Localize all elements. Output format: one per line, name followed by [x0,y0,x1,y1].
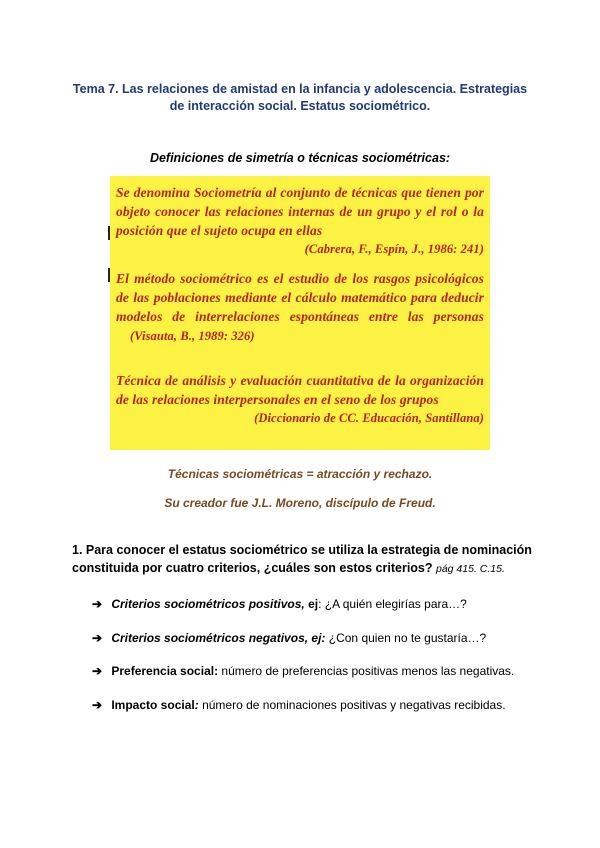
question-text: 1. Para conocer el estatus sociométrico se utiliza la estrategia de nominación constituida por cuatro criterios, ¿cuáles son estos criterios? [72,543,532,575]
question-1 [72,541,542,578]
definition-quote-2 [116,269,484,346]
arrow-right-icon: ➔ [92,631,103,645]
criterion-description: ¿A quién elegirías para…? [324,597,467,611]
criterion-item [92,664,514,678]
definition-text: Se denomina Sociometría al conjunto de técnicas que tienen por objeto conocer las relaciones internas de un grupo y el rol o la posición que el sujeto ocupa en ellas [116,185,484,238]
margin-mark [108,226,110,240]
criterion-description: número de preferencias positivas menos las negativas. [221,664,515,678]
definition-text: El método sociométrico es el estudio de los rasgos psicológicos de las poblaciones mediante el cálculo matemático para deducir modelos de interrelaciones espontáneas entre las personas [116,271,484,324]
criterion-item [92,597,467,611]
criterion-label: Preferencia social: [111,664,219,678]
criterion-sep: ej: [308,631,326,645]
criterion-item [92,631,486,645]
criterion-colon: : [318,597,325,611]
criterion-sep: ej [304,597,319,611]
title-line-1: Tema 7. Las relaciones de amistad en la infancia y adolescencia. Estrategias [72,82,528,96]
title-line-2: de interacción social. Estatus sociométrico. [169,99,431,113]
arrow-right-icon: ➔ [92,597,103,611]
margin-mark [108,268,110,282]
definition-quote-3 [116,371,484,428]
criterion-item [92,698,506,712]
section-subtitle: Definiciones de simetría o técnicas sociométricas: [149,151,451,165]
criterion-label: Criterios sociométricos negativos, [111,631,309,645]
criterion-description: ¿Con quien no te gustaría…? [328,631,487,645]
definition-citation: (Cabrera, F., Espín, J., 1986: 241) [304,242,484,256]
definition-quote-1 [116,183,484,259]
criterion-description: número de nominaciones positivas y negativas recibidas. [202,698,506,712]
arrow-right-icon: ➔ [92,698,103,712]
definition-citation: (Visauta, B., 1989: 326) [130,329,255,343]
note-creator: Su creador fue J.L. Moreno, discípulo de Freud. [164,496,436,510]
criterion-label: Impacto social [111,698,195,712]
criterion-sep: : [194,698,199,712]
definition-text: Técnica de análisis y evaluación cuantitativa de la organización de las relaciones interpersonales en el seno de los grupos [116,373,484,407]
definition-citation: (Diccionario de CC. Educación, Santillana) [254,411,484,425]
criterion-label: Criterios sociométricos positivos, [111,597,305,611]
arrow-right-icon: ➔ [92,664,103,678]
note-attraction-rejection: Técnicas sociométricas = atracción y rechazo. [167,467,433,481]
page-title [70,81,530,115]
question-reference: pág 415. C.15. [436,563,505,575]
